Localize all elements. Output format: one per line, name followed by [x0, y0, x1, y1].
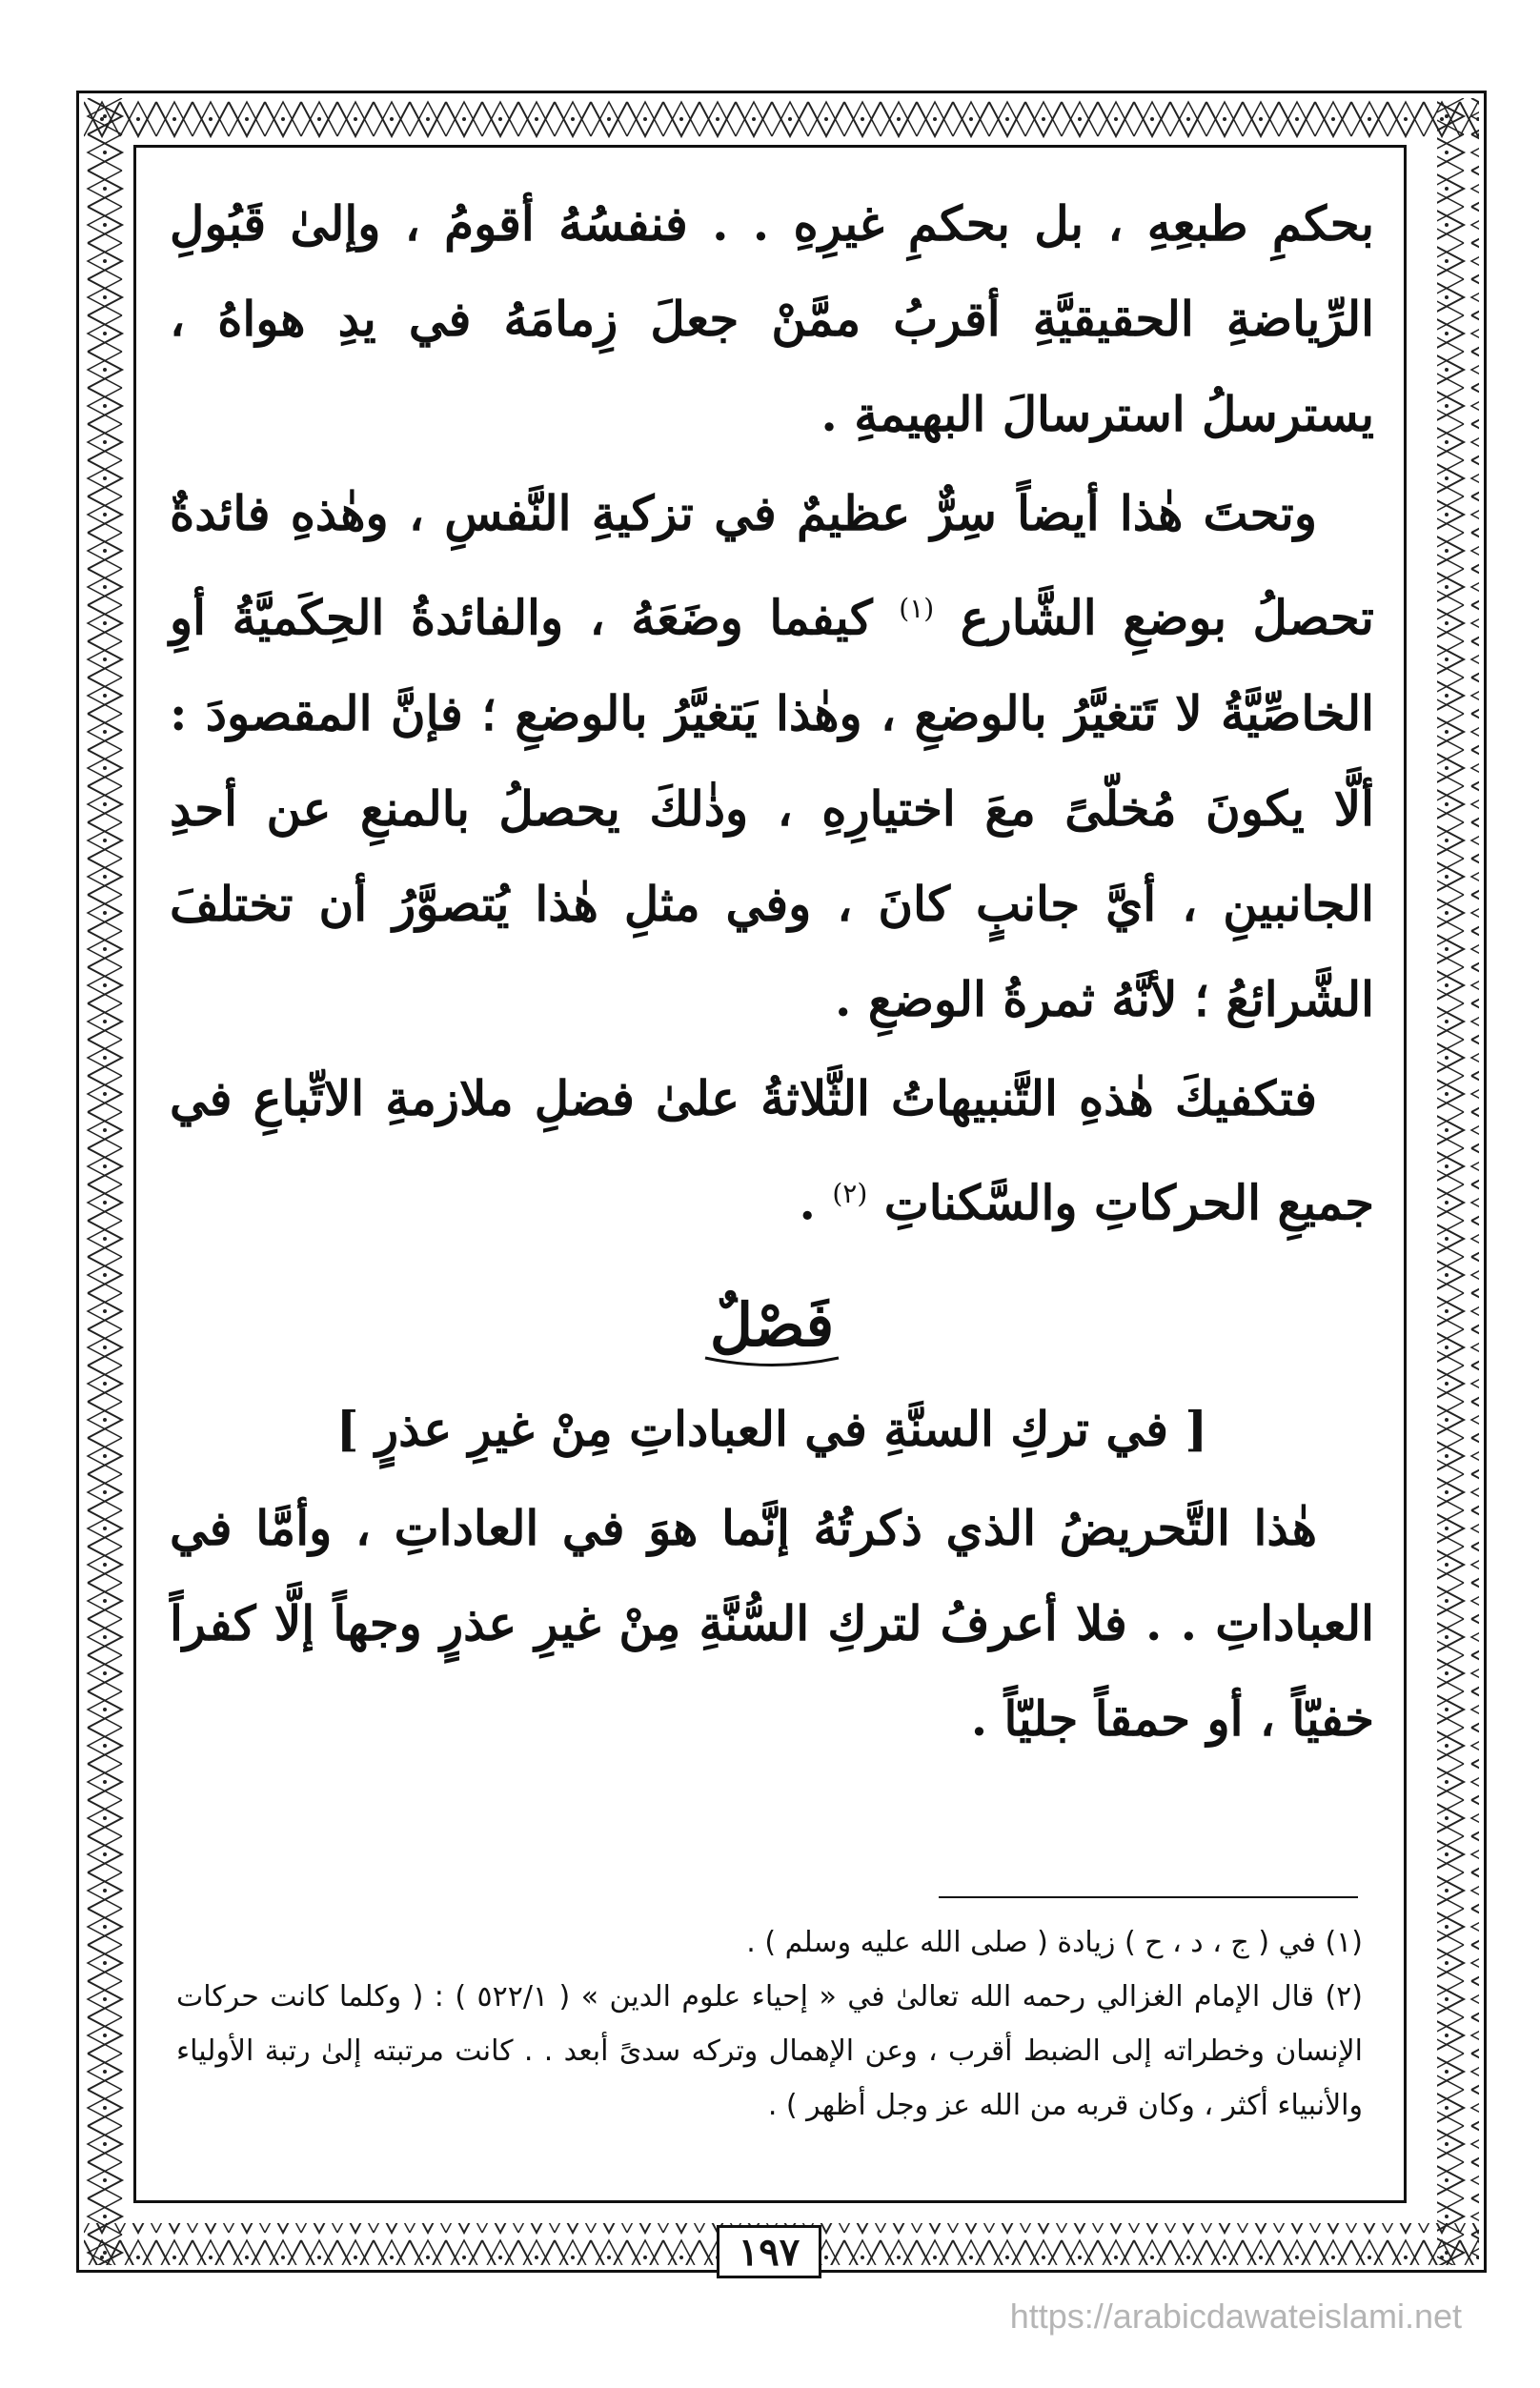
- paragraph-2: [170, 466, 1374, 1047]
- footnote-2: (٢) قال الإمام الغزالي رحمه الله تعالىٰ في « إحياء علوم الدين » ( ٥٢٢/١ ) : ( وكلما كانت حركات الإنسان وخطراته إلى الضبط أقرب ، وعن الإهمال وتركه سدىً أبعد . . كانت مرتبته إلىٰ رتبة الأولياء والأنبياء أكثر ، وكان قربه من الله عز وجل أظهر ) .: [176, 1980, 1363, 2122]
- section-ornament: [170, 1277, 1374, 1382]
- fasl-calligraphy-icon: [686, 1277, 858, 1382]
- page-number: ١٩٧: [717, 2225, 821, 2278]
- paragraph-3-part1: فتكفيكَ هٰذهِ التَّنبيهاتُ الثَّلاثةُ علىٰ فضلِ ملازمةِ الاتِّباعِ في جميعِ الحركاتِ والسَّكناتِ: [170, 1069, 1374, 1231]
- footnote-divider: [939, 1896, 1358, 1898]
- footnotes: [176, 1915, 1363, 2133]
- paragraph-1: بحكمِ طبعِهِ ، بل بحكمِ غيرِهِ . . فنفسُهُ أقومُ ، وإلىٰ قَبُولِ الرِّياضةِ الحقيقيَّةِ أقربُ ممَّنْ جعلَ زِمامَهُ في يدِ هواهُ ، يسترسلُ استرسالَ البهيمةِ .: [170, 195, 1374, 442]
- paragraph-2-part2: كيفما وضَعَهُ ، والفائدةُ الحِكَميَّةُ أوِ الخاصِّيَّةُ لا تَتغيَّرُ بالوضعِ ، وهٰذا يَتغيَّرُ بالوضعِ ؛ فإنَّ المقصودَ : ألَّا يكونَ مُخلّىً معَ اختيارِهِ ، وذٰلكَ يحصلُ بالمنعِ عن أحدِ الجانبينِ ، أيَّ جانبٍ كانَ ، وفي مثلِ هٰذا يُتصوَّرُ أن تختلفَ الشَّرائعُ ؛ لأنَّهُ ثمرةُ الوضعِ .: [170, 589, 1374, 1027]
- section-title: [ في تركِ السنَّةِ في العباداتِ مِنْ غيرِ عذرٍ ]: [335, 1401, 1208, 1458]
- footnote-1: (١) في ( ج ، د ، ح ) زيادة ( صلى الله عليه وسلم ) .: [746, 1926, 1363, 1959]
- watermark-url: https://arabicdawateislami.net: [1009, 2297, 1462, 2336]
- section-paragraph: هٰذا التَّحريضُ الذي ذكرتُهُ إنَّما هوَ في العاداتِ ، وأمَّا في العباداتِ . . فلا أعرفُ لتركِ السُّنَّةِ مِنْ غيرِ عذرٍ وجهاً إلَّا كفراً خفيّاً ، أو حمقاً جليّاً .: [170, 1500, 1374, 1748]
- footnote-ref-2: (٢): [832, 1177, 868, 1209]
- main-text: [170, 176, 1374, 1767]
- ornament-text: فَصْلٌ: [709, 1290, 835, 1361]
- footnote-ref-1: (١): [899, 593, 935, 624]
- paragraph-3-part2: .: [799, 1174, 816, 1231]
- paragraph-3: [170, 1051, 1374, 1251]
- paragraph-2-part1: وتحتَ هٰذا أيضاً سِرٌّ عظيمٌ في تزكيةِ النَّفسِ ، وهٰذهِ فائدةٌ تحصلُ بوضعِ الشَّارع: [170, 485, 1374, 646]
